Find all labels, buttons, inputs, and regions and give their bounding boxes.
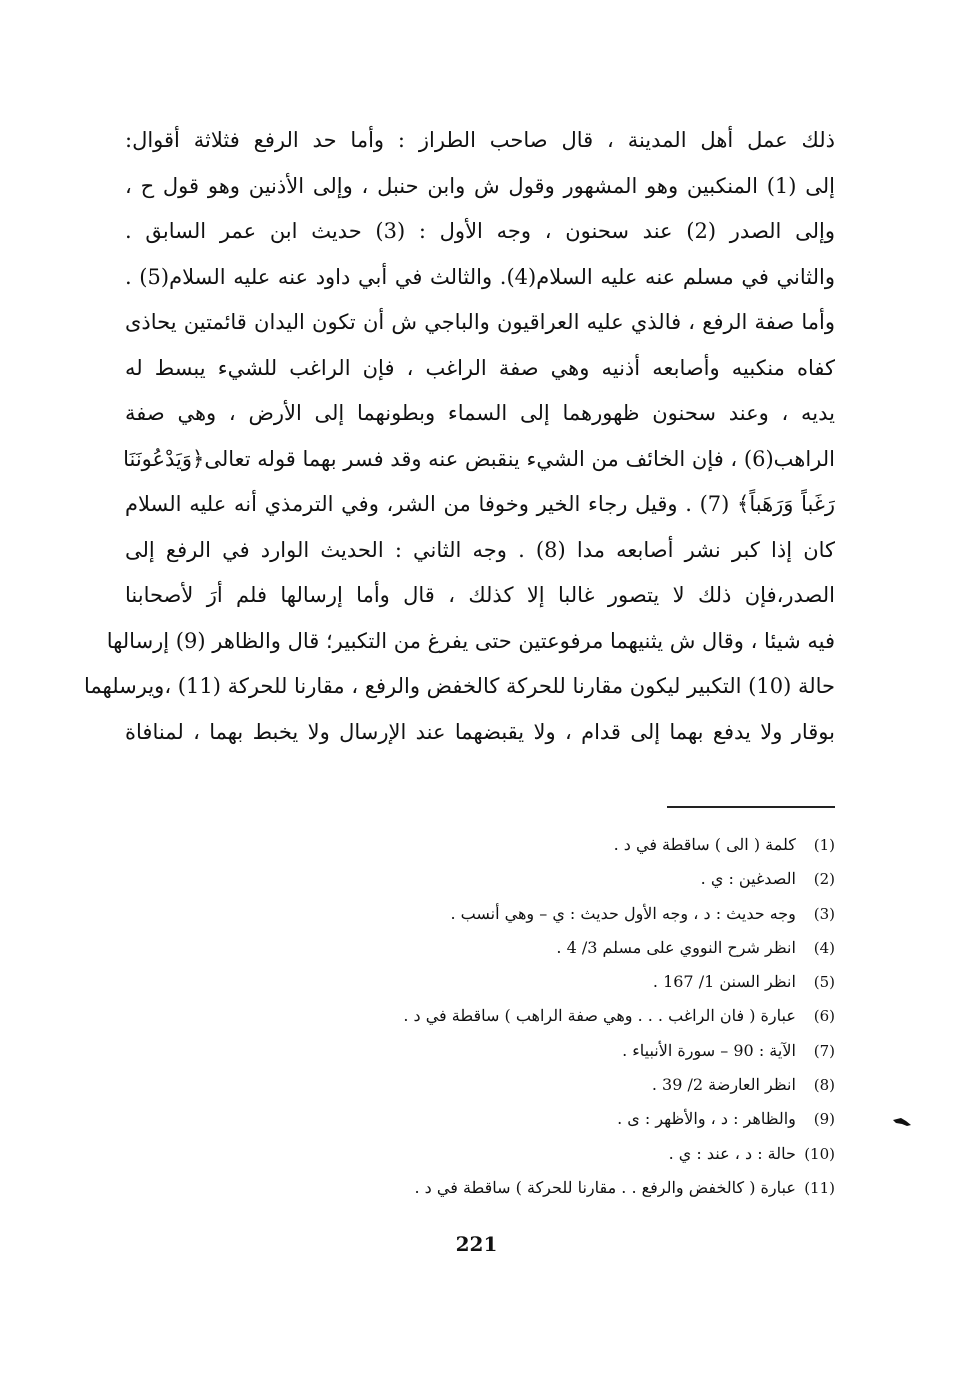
text-line: فيه شيئا ، وقال ش يثنيهما مرفوعتين حتى يفرغ من التكبير؛ قال والظاهر (9) إرسالها [106, 628, 835, 653]
footnote-number: (8) [813, 1076, 835, 1095]
footnote [115, 1171, 835, 1205]
footnote-number: (1) [813, 836, 835, 854]
footnote-text: انظر العارضة 2/ 39 . [651, 1075, 796, 1095]
footnotes [115, 828, 835, 1205]
text-line: بوقار ولا يدفع بهما إلى قدام ، ولا يقبضهما عند الإرسال ولا يخبط بهما ، لمنافاة [125, 719, 835, 744]
text-line: إلى (1) المنكبين وهو المشهور وقول ش وابن حنبل ، وإلى الأذنين وهو قول ح ، [125, 173, 835, 198]
footnote-number: (3) [813, 904, 835, 923]
footnote-number: (11) [804, 1178, 835, 1197]
footnote-number: (5) [813, 973, 835, 992]
text-line: الراهب(6) ، فإن الخائف من الشيء ينقبض عنه وقد فسر بهما قوله تعالى﴿وَيَدْعُونَنَا [123, 446, 835, 471]
text-line: وأما صفة الرفع ، فالذي عليه العراقيون والباجي ش أن تكون اليدان قائمتين يحاذى [125, 310, 835, 334]
footnote [115, 828, 835, 862]
footnote-text: عبارة ( كالخفض والرفع . . مقارنا للحركة ) ساقطة في د . [414, 1177, 796, 1197]
footnote [115, 1137, 835, 1171]
footnote-text: انظر السنن 1/ 167 . [652, 972, 796, 992]
text-line: كفاه منكبيه وأصابعه أذنيه وهي صفة الراغب ، فإن الراغب للشيء يبسط له [125, 355, 835, 380]
text-line: حالة (10) التكبير ليكون مقارنا للحركة كالخفض والرفع ، مقارنا للحركة (11) ،ويرسلهما [83, 674, 835, 698]
footnote-text: الصدغين : ي . [700, 869, 796, 889]
ink-blot-icon [892, 1116, 912, 1128]
footnote-text: الآية : 90 – سورة الأنبياء . [622, 1040, 796, 1060]
footnote [115, 862, 835, 896]
footnote [115, 965, 835, 999]
footnote-number: (10) [804, 1144, 835, 1163]
footnote-text: انظر شرح النووي على مسلم 3/ 4 . [556, 937, 796, 957]
main-text [83, 118, 836, 755]
footnote [115, 999, 835, 1033]
footnote [115, 1102, 835, 1136]
footnote-number: (7) [813, 1041, 835, 1060]
page-number: 221 [455, 1232, 498, 1256]
footnote [115, 897, 835, 931]
footnote-text: وجه حديث : د ، وجه الأول حديث : ي – وهي أنسب . [450, 903, 796, 923]
text-line: والثاني في مسلم عنه عليه السلام(4). والثالث في أبي داود عنه عليه السلام(5) . [125, 264, 835, 289]
footnote-number: (9) [813, 1110, 835, 1129]
text-line: وإلى الصدر (2) عند سحنون ، وجه الأول : (3) حديث ابن عمر السابق . [125, 219, 835, 243]
footnote [115, 1068, 835, 1102]
footnote-number: (2) [813, 870, 835, 889]
footnote-text: والظاهر : د ، والأظهر : ى . [617, 1109, 796, 1129]
text-line: كان إذا كبر نشر أصابعه مدا (8) . وجه الثاني : الحديث الوارد في الرفع إلى [125, 537, 836, 562]
footnote-text: كلمة ( الى ) ساقطة في د . [613, 835, 796, 854]
footnote [115, 1034, 835, 1068]
text-line: يديه ، وعند سحنون ظهورهما إلى السماء وبطونهما إلى الأرض ، وهي صفة [125, 401, 835, 425]
text-line: الصدر،فإن ذلك لا يتصور غالبا إلا كذلك ، قال وأما إرسالها فلم أرَ لأصحابنا [125, 583, 835, 607]
footnote-text: حالة : د ، عند : ي . [668, 1143, 796, 1163]
text-line: رَغَباً وَرَهَباً﴾ (7) . وقيل رجاء الخير وخوفا من الشر، وفي الترمذي أنه عليه السلام [125, 492, 835, 516]
footnote-number: (4) [813, 938, 835, 957]
text-line: ذلك عمل أهل المدينة ، قال صاحب الطراز : وأما حد الرفع فثلاثة أقوال: [125, 128, 835, 152]
footnote-text: عبارة ( فان الراغب . . . وهي صفة الراهب ) ساقطة في د . [403, 1006, 796, 1026]
footnote-number: (6) [813, 1007, 835, 1026]
footnote [115, 931, 835, 965]
footnote-separator [667, 806, 835, 808]
